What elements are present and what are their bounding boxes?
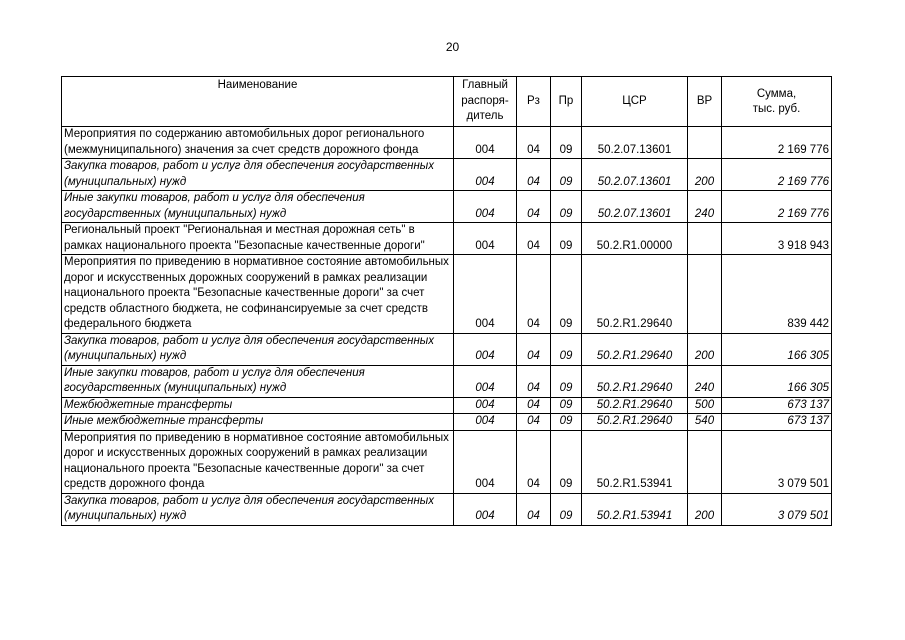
row-vr: 240 — [688, 191, 722, 223]
table-row — [62, 414, 832, 431]
row-vr — [688, 430, 722, 493]
row-name: Региональный проект "Региональная и местная дорожная сеть" в рамках национального проекта "Безопасные качественные дороги" — [62, 223, 454, 255]
row-pr: 09 — [551, 255, 582, 334]
row-csr: 50.2.07.13601 — [582, 191, 688, 223]
table-row — [62, 365, 832, 397]
table-row — [62, 493, 832, 525]
row-csr: 50.2.R1.53941 — [582, 430, 688, 493]
row-sum: 166 305 — [722, 333, 832, 365]
row-pr: 09 — [551, 430, 582, 493]
row-rz: 04 — [517, 159, 551, 191]
row-pr: 09 — [551, 127, 582, 159]
row-pr: 09 — [551, 159, 582, 191]
row-rz: 04 — [517, 414, 551, 431]
table-row — [62, 127, 832, 159]
row-sum: 3 079 501 — [722, 493, 832, 525]
row-sum: 673 137 — [722, 414, 832, 431]
header-vr: ВР — [688, 77, 722, 127]
row-chief-code: 004 — [454, 493, 517, 525]
header-sum-line1: Сумма, — [756, 87, 797, 100]
row-name: Межбюджетные трансферты — [62, 397, 454, 414]
header-name: Наименование — [62, 77, 454, 127]
row-csr: 50.2.R1.29640 — [582, 365, 688, 397]
row-chief-code: 004 — [454, 159, 517, 191]
row-csr: 50.2.R1.29640 — [582, 397, 688, 414]
row-vr: 200 — [688, 493, 722, 525]
table-row — [62, 255, 832, 334]
header-csr: ЦСР — [582, 77, 688, 127]
budget-table — [61, 76, 832, 526]
row-chief-code: 004 — [454, 223, 517, 255]
row-chief-code: 004 — [454, 333, 517, 365]
table-row — [62, 223, 832, 255]
row-chief-code: 004 — [454, 414, 517, 431]
row-vr — [688, 127, 722, 159]
page-number: 20 — [445, 40, 460, 54]
row-csr: 50.2.07.13601 — [582, 159, 688, 191]
row-sum: 2 169 776 — [722, 159, 832, 191]
row-pr: 09 — [551, 397, 582, 414]
header-chief-line2: распоря- — [461, 94, 509, 107]
table-row — [62, 430, 832, 493]
row-vr: 200 — [688, 159, 722, 191]
row-sum: 673 137 — [722, 397, 832, 414]
row-pr: 09 — [551, 365, 582, 397]
header-sum-line2: тыс. руб. — [752, 103, 801, 115]
row-csr: 50.2.R1.29640 — [582, 414, 688, 431]
row-sum: 2 169 776 — [722, 191, 832, 223]
table-row — [62, 191, 832, 223]
row-name: Иные закупки товаров, работ и услуг для обеспечения государственных (муниципальных) нужд — [62, 191, 454, 223]
row-vr — [688, 223, 722, 255]
row-vr: 500 — [688, 397, 722, 414]
row-sum: 166 305 — [722, 365, 832, 397]
row-sum: 3 079 501 — [722, 430, 832, 493]
row-name: Закупка товаров, работ и услуг для обеспечения государственных (муниципальных) нужд — [62, 493, 454, 525]
row-pr: 09 — [551, 223, 582, 255]
row-rz: 04 — [517, 493, 551, 525]
header-chief-administrator — [454, 77, 517, 127]
row-chief-code: 004 — [454, 127, 517, 159]
header-rz: Рз — [517, 77, 551, 127]
table-body — [62, 127, 832, 526]
row-vr: 240 — [688, 365, 722, 397]
row-sum: 839 442 — [722, 255, 832, 334]
row-chief-code: 004 — [454, 430, 517, 493]
header-pr: Пр — [551, 77, 582, 127]
row-name: Иные закупки товаров, работ и услуг для обеспечения государственных (муниципальных) нужд — [62, 365, 454, 397]
row-pr: 09 — [551, 191, 582, 223]
row-rz: 04 — [517, 397, 551, 414]
row-csr: 50.2.R1.53941 — [582, 493, 688, 525]
row-rz: 04 — [517, 365, 551, 397]
row-csr: 50.2.R1.29640 — [582, 333, 688, 365]
row-pr: 09 — [551, 493, 582, 525]
row-sum: 3 918 943 — [722, 223, 832, 255]
header-chief-line3: дитель — [466, 110, 504, 122]
table-header — [62, 77, 832, 127]
row-rz: 04 — [517, 223, 551, 255]
row-vr: 540 — [688, 414, 722, 431]
row-chief-code: 004 — [454, 365, 517, 397]
row-chief-code: 004 — [454, 191, 517, 223]
row-sum: 2 169 776 — [722, 127, 832, 159]
row-name: Закупка товаров, работ и услуг для обеспечения государственных (муниципальных) нужд — [62, 159, 454, 191]
table-row — [62, 397, 832, 414]
row-rz: 04 — [517, 127, 551, 159]
row-name: Закупка товаров, работ и услуг для обеспечения государственных (муниципальных) нужд — [62, 333, 454, 365]
table-row — [62, 159, 832, 191]
row-name: Иные межбюджетные трансферты — [62, 414, 454, 431]
row-name: Мероприятия по приведению в нормативное состояние автомобильных дорог и искусственных дорожных сооружений в рамках реализации национального проекта "Безопасные качественные дороги" за счет средств областного бюджета, не софинансируемые за счет средств федерального бюджета — [62, 255, 454, 334]
header-row — [62, 77, 832, 127]
header-chief-line1: Главный — [462, 79, 508, 91]
table-row — [62, 333, 832, 365]
row-chief-code: 004 — [454, 397, 517, 414]
row-vr — [688, 255, 722, 334]
row-pr: 09 — [551, 414, 582, 431]
row-name: Мероприятия по содержанию автомобильных дорог регионального (межмуниципального) значения за счет средств дорожного фонда — [62, 127, 454, 159]
row-rz: 04 — [517, 191, 551, 223]
row-chief-code: 004 — [454, 255, 517, 334]
row-csr: 50.2.R1.00000 — [582, 223, 688, 255]
header-sum — [722, 77, 832, 127]
row-csr: 50.2.R1.29640 — [582, 255, 688, 334]
row-vr: 200 — [688, 333, 722, 365]
row-rz: 04 — [517, 333, 551, 365]
row-rz: 04 — [517, 430, 551, 493]
row-csr: 50.2.07.13601 — [582, 127, 688, 159]
row-rz: 04 — [517, 255, 551, 334]
row-pr: 09 — [551, 333, 582, 365]
row-name: Мероприятия по приведению в нормативное состояние автомобильных дорог и искусственных дорожных сооружений в рамках реализации национального проекта "Безопасные качественные дороги" за счет средств дорожного фонда — [62, 430, 454, 493]
